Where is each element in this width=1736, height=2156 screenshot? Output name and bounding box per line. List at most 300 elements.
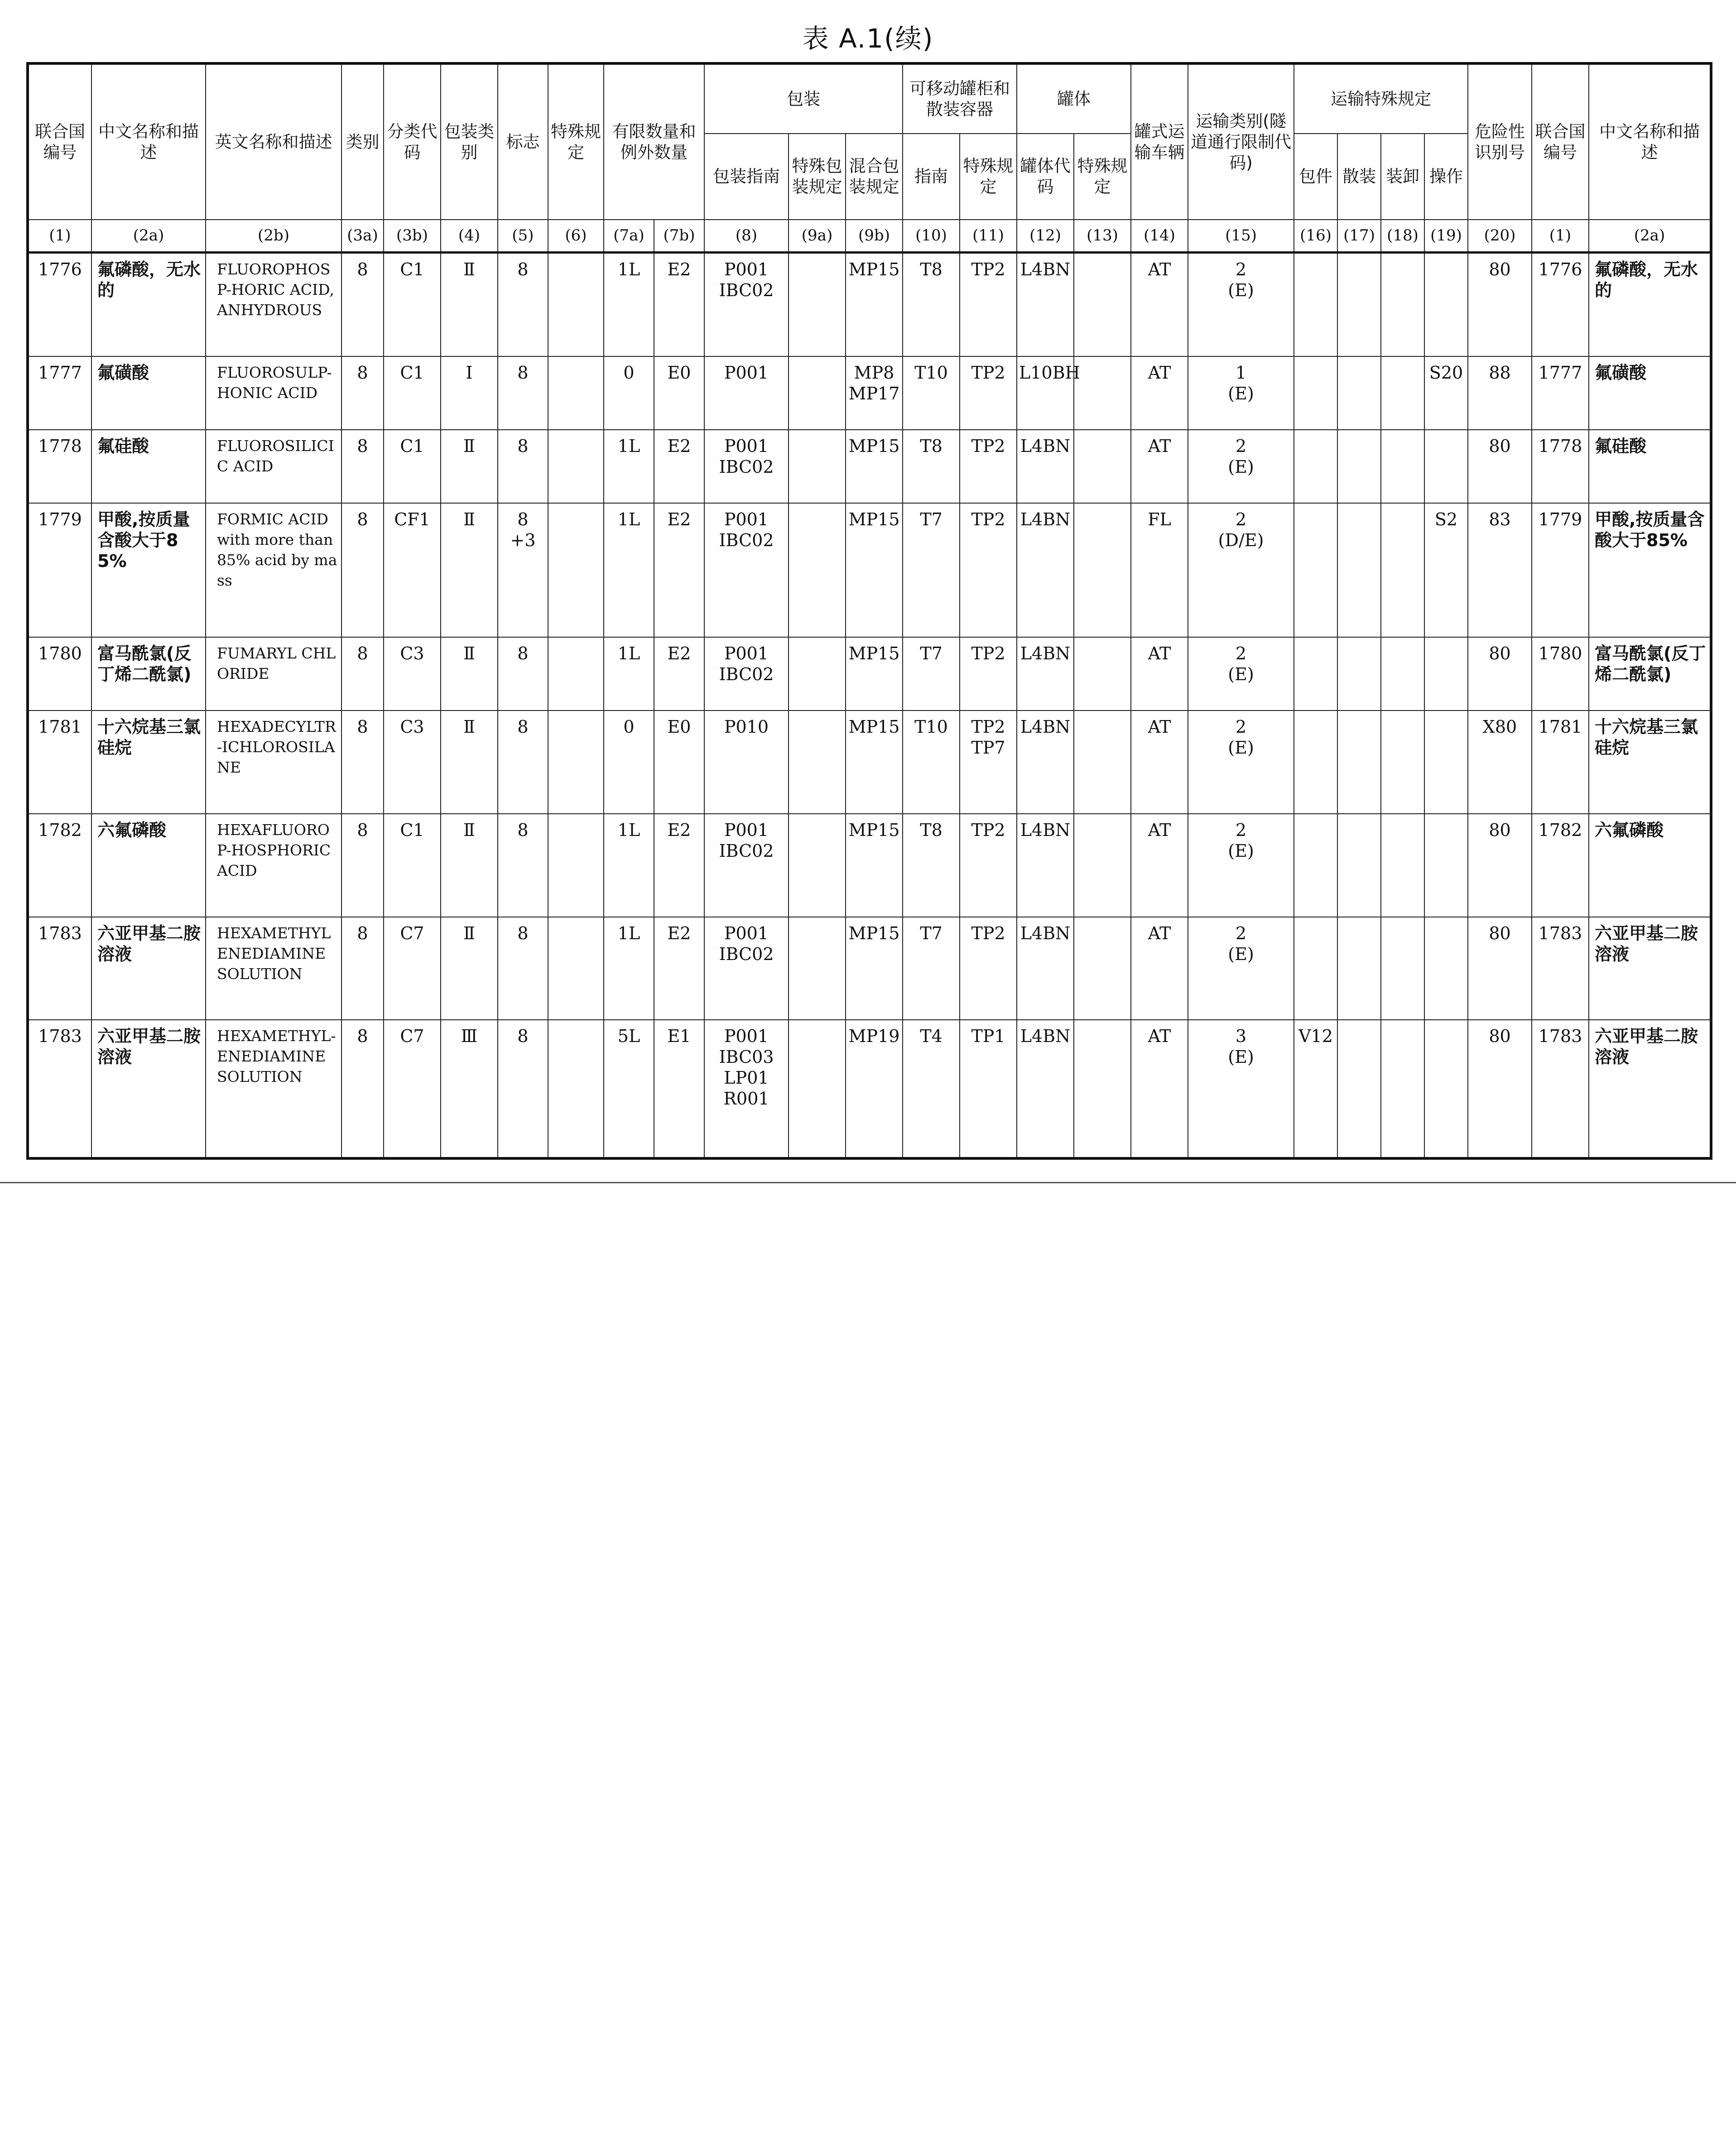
table-cell: MP15 <box>846 430 903 503</box>
table-cell <box>1337 814 1381 917</box>
table-cell <box>1424 430 1468 503</box>
table-cell <box>789 637 846 711</box>
column-number: (18) <box>1381 220 1424 252</box>
table-cell: V12 <box>1294 1020 1337 1158</box>
table-row <box>28 430 1711 503</box>
column-number: (2a) <box>91 220 206 252</box>
header-un-no: 联合国编号 <box>28 63 91 220</box>
table-cell <box>789 711 846 814</box>
table-cell <box>1294 711 1337 814</box>
table-cell <box>1381 503 1424 637</box>
header-st-packages: 包件 <box>1294 134 1337 220</box>
table-cell: MP8 MP17 <box>846 356 903 430</box>
table-cell <box>1424 711 1468 814</box>
table-cell: 2 (D/E) <box>1188 503 1294 637</box>
table-cell <box>1381 252 1424 356</box>
table-cell <box>1074 503 1131 637</box>
header-name-en: 英文名称和描述 <box>206 63 341 220</box>
table-cell: P001 IBC03 LP01 R001 <box>704 1020 789 1158</box>
table-cell <box>1074 917 1131 1020</box>
table-cell: S2 <box>1424 503 1468 637</box>
column-number: (15) <box>1188 220 1294 252</box>
table-cell: E1 <box>654 1020 704 1158</box>
table-cell: 8 <box>341 1020 384 1158</box>
table-cell: MP15 <box>846 711 903 814</box>
table-cell <box>1337 252 1381 356</box>
table-cell: MP15 <box>846 814 903 917</box>
column-number: (20) <box>1468 220 1532 252</box>
table-cell: E2 <box>654 430 704 503</box>
table-cell: P001 IBC02 <box>704 252 789 356</box>
table-cell <box>1074 430 1131 503</box>
table-cell: P001 IBC02 <box>704 814 789 917</box>
table-cell: 8 <box>498 252 548 356</box>
table-cell: TP2 <box>960 430 1017 503</box>
table-cell: MP19 <box>846 1020 903 1158</box>
table-cell: 六亚甲基二胺溶液 <box>91 917 206 1020</box>
table-cell: 六亚甲基二胺溶液 <box>1589 1020 1711 1158</box>
table-cell: 富马酰氯(反丁烯二酰氯) <box>1589 637 1711 711</box>
table-cell: 0 <box>604 711 654 814</box>
table-cell: L4BN <box>1017 252 1074 356</box>
table-cell: 8 <box>498 1020 548 1158</box>
table-cell: 8 <box>341 430 384 503</box>
table-cell: Ⅱ <box>441 814 498 917</box>
table-cell: 氟硅酸 <box>1589 430 1711 503</box>
table-cell <box>1381 917 1424 1020</box>
table-cell: 氟磷酸，无水的 <box>91 252 206 356</box>
table-cell: E2 <box>654 637 704 711</box>
header-st-bulk: 散装 <box>1337 134 1381 220</box>
column-number: (5) <box>498 220 548 252</box>
table-cell: 2 (E) <box>1188 814 1294 917</box>
table-cell: 六氟磷酸 <box>91 814 206 917</box>
table-cell: 8 <box>341 356 384 430</box>
header-tank-vehicle: 罐式运输车辆 <box>1131 63 1188 220</box>
table-cell: 88 <box>1468 356 1532 430</box>
table-cell: T8 <box>903 814 960 917</box>
table-cell: T10 <box>903 356 960 430</box>
table-cell: E2 <box>654 252 704 356</box>
table-cell: 8 <box>341 252 384 356</box>
table-cell: 氟磺酸 <box>1589 356 1711 430</box>
table-cell: L4BN <box>1017 917 1074 1020</box>
column-number: (9a) <box>789 220 846 252</box>
table-cell: 1L <box>604 503 654 637</box>
table-row <box>28 917 1711 1020</box>
table-cell: C1 <box>384 356 441 430</box>
table-cell <box>1337 430 1381 503</box>
column-number: (8) <box>704 220 789 252</box>
table-cell: L10BH <box>1017 356 1074 430</box>
header-packaging: 包装 <box>704 63 903 134</box>
table-cell: 1783 <box>28 917 91 1020</box>
table-cell: AT <box>1131 637 1188 711</box>
table-cell: Ⅱ <box>441 503 498 637</box>
table-cell: 1776 <box>1532 252 1589 356</box>
column-number: (4) <box>441 220 498 252</box>
table-cell: 80 <box>1468 1020 1532 1158</box>
table-cell: HEXAFLUOROP-HOSPHORIC ACID <box>206 814 341 917</box>
table-cell: 8 <box>341 711 384 814</box>
page-divider <box>0 1182 1736 1183</box>
table-cell <box>1381 1020 1424 1158</box>
table-cell <box>1074 814 1131 917</box>
table-cell: 2 (E) <box>1188 637 1294 711</box>
table-cell: 5L <box>604 1020 654 1158</box>
table-cell: 1783 <box>28 1020 91 1158</box>
table-cell <box>1294 814 1337 917</box>
table-cell: P001 <box>704 356 789 430</box>
table-cell: E0 <box>654 356 704 430</box>
table-cell <box>1337 917 1381 1020</box>
table-cell: L4BN <box>1017 503 1074 637</box>
table-cell: TP2 <box>960 814 1017 917</box>
table-cell: T7 <box>903 917 960 1020</box>
table-cell: TP2 TP7 <box>960 711 1017 814</box>
table-cell: AT <box>1131 1020 1188 1158</box>
table-row <box>28 637 1711 711</box>
table-cell <box>1294 430 1337 503</box>
header-tanks: 罐体 <box>1017 63 1131 134</box>
table-cell: TP2 <box>960 637 1017 711</box>
table-cell <box>1074 711 1131 814</box>
column-number: (19) <box>1424 220 1468 252</box>
table-cell: CF1 <box>384 503 441 637</box>
table-cell: 1L <box>604 814 654 917</box>
table-cell <box>548 814 604 917</box>
table-cell <box>789 917 846 1020</box>
header-special-provisions: 特殊规定 <box>548 63 604 220</box>
column-number: (3b) <box>384 220 441 252</box>
table-cell: E2 <box>654 814 704 917</box>
table-cell: 1777 <box>28 356 91 430</box>
header-class: 类别 <box>341 63 384 220</box>
table-cell: T4 <box>903 1020 960 1158</box>
table-cell: 1780 <box>1532 637 1589 711</box>
column-number: (7a) <box>604 220 654 252</box>
table-cell: 8 <box>498 917 548 1020</box>
table-cell: 十六烷基三氯硅烷 <box>91 711 206 814</box>
header-name-cn: 中文名称和描述 <box>91 63 206 220</box>
table-cell <box>1337 637 1381 711</box>
table-cell: Ⅱ <box>441 711 498 814</box>
header-st-loading: 装卸 <box>1381 134 1424 220</box>
table-cell <box>548 711 604 814</box>
table-cell: HEXAMETHYL-ENEDIAMINE SOLUTION <box>206 1020 341 1158</box>
table-cell <box>1074 1020 1131 1158</box>
dangerous-goods-table <box>26 62 1712 1160</box>
column-number: (3a) <box>341 220 384 252</box>
table-cell <box>548 1020 604 1158</box>
table-cell <box>1074 252 1131 356</box>
table-row <box>28 1020 1711 1158</box>
table-cell: 8 <box>498 711 548 814</box>
table-row <box>28 503 1711 637</box>
table-cell <box>1424 917 1468 1020</box>
table-cell: Ⅱ <box>441 430 498 503</box>
table-cell: HEXAMETHYL ENEDIAMINE SOLUTION <box>206 917 341 1020</box>
table-cell: AT <box>1131 814 1188 917</box>
table-cell <box>1337 503 1381 637</box>
table-cell <box>789 430 846 503</box>
table-cell: Ⅲ <box>441 1020 498 1158</box>
header-limited-quantities: 有限数量和例外数量 <box>604 63 704 220</box>
table-cell: 1777 <box>1532 356 1589 430</box>
table-cell: 83 <box>1468 503 1532 637</box>
table-cell: L4BN <box>1017 637 1074 711</box>
table-cell: 8 <box>498 814 548 917</box>
table-cell: AT <box>1131 917 1188 1020</box>
column-number: (12) <box>1017 220 1074 252</box>
header-un-no-2: 联合国编号 <box>1532 63 1589 220</box>
table-cell <box>1337 711 1381 814</box>
table-cell: 1781 <box>28 711 91 814</box>
table-cell: P001 IBC02 <box>704 503 789 637</box>
table-cell: 1778 <box>28 430 91 503</box>
table-cell <box>1294 503 1337 637</box>
table-cell: 1782 <box>28 814 91 917</box>
table-cell: C3 <box>384 711 441 814</box>
table-cell: L4BN <box>1017 430 1074 503</box>
header-mixed-packing: 混合包装规定 <box>846 134 903 220</box>
table-cell: 六亚甲基二胺溶液 <box>91 1020 206 1158</box>
table-cell: 8 <box>341 637 384 711</box>
table-cell: 1L <box>604 430 654 503</box>
table-cell: Ⅱ <box>441 917 498 1020</box>
table-cell: 8 <box>341 814 384 917</box>
table-cell: AT <box>1131 430 1188 503</box>
table-cell: TP2 <box>960 356 1017 430</box>
table-cell: 80 <box>1468 917 1532 1020</box>
table-cell: T7 <box>903 503 960 637</box>
table-cell <box>1381 356 1424 430</box>
table-cell <box>1074 637 1131 711</box>
dangerous-goods-table-container <box>26 62 1711 1160</box>
table-cell: 2 (E) <box>1188 430 1294 503</box>
table-cell <box>789 252 846 356</box>
table-cell: 8 <box>498 356 548 430</box>
table-cell <box>1294 356 1337 430</box>
table-cell: 80 <box>1468 430 1532 503</box>
table-cell: L4BN <box>1017 1020 1074 1158</box>
table-cell: 1783 <box>1532 1020 1589 1158</box>
table-cell: 1780 <box>28 637 91 711</box>
table-cell <box>1381 814 1424 917</box>
column-number: (17) <box>1337 220 1381 252</box>
table-cell <box>548 637 604 711</box>
table-cell: FL <box>1131 503 1188 637</box>
table-cell: 氟磷酸，无水的 <box>1589 252 1711 356</box>
header-tank-special: 特殊规定 <box>1074 134 1131 220</box>
column-number: (6) <box>548 220 604 252</box>
table-cell: T7 <box>903 637 960 711</box>
table-cell: 六氟磷酸 <box>1589 814 1711 917</box>
table-cell: 1779 <box>28 503 91 637</box>
table-cell: 8 +3 <box>498 503 548 637</box>
table-cell: 氟磺酸 <box>91 356 206 430</box>
table-row <box>28 356 1711 430</box>
table-cell: TP2 <box>960 252 1017 356</box>
table-cell: 8 <box>498 637 548 711</box>
column-number: (1) <box>1532 220 1589 252</box>
table-cell <box>1424 252 1468 356</box>
table-cell <box>1294 252 1337 356</box>
table-cell: TP1 <box>960 1020 1017 1158</box>
table-cell: C7 <box>384 917 441 1020</box>
table-cell <box>548 252 604 356</box>
table-cell: 1779 <box>1532 503 1589 637</box>
table-cell: C3 <box>384 637 441 711</box>
table-cell: 2 (E) <box>1188 252 1294 356</box>
header-pt-special: 特殊规定 <box>960 134 1017 220</box>
table-cell: 1782 <box>1532 814 1589 917</box>
column-number-row <box>28 220 1711 252</box>
column-number: (9b) <box>846 220 903 252</box>
table-cell: 2 (E) <box>1188 711 1294 814</box>
table-cell: 80 <box>1468 814 1532 917</box>
table-cell: 3 (E) <box>1188 1020 1294 1158</box>
table-cell <box>548 503 604 637</box>
table-cell: 1781 <box>1532 711 1589 814</box>
table-cell: MP15 <box>846 503 903 637</box>
header-pt-instructions: 指南 <box>903 134 960 220</box>
table-cell: Ⅰ <box>441 356 498 430</box>
table-cell: FLUOROSULP-HONIC ACID <box>206 356 341 430</box>
table-cell: L4BN <box>1017 814 1074 917</box>
column-number: (14) <box>1131 220 1188 252</box>
table-cell <box>1294 917 1337 1020</box>
table-cell: AT <box>1131 356 1188 430</box>
table-row <box>28 252 1711 356</box>
table-cell: FLUOROPHOSP-HORIC ACID, ANHYDROUS <box>206 252 341 356</box>
table-cell: T10 <box>903 711 960 814</box>
table-cell: 0 <box>604 356 654 430</box>
table-cell: E2 <box>654 917 704 1020</box>
table-cell: 氟硅酸 <box>91 430 206 503</box>
column-number: (1) <box>28 220 91 252</box>
table-cell: 8 <box>341 503 384 637</box>
column-number: (16) <box>1294 220 1337 252</box>
column-number: (7b) <box>654 220 704 252</box>
table-cell: Ⅱ <box>441 252 498 356</box>
table-cell: T8 <box>903 252 960 356</box>
table-cell: 8 <box>498 430 548 503</box>
header-special-packing: 特殊包装规定 <box>789 134 846 220</box>
header-tank-code: 罐体代码 <box>1017 134 1074 220</box>
table-cell <box>789 503 846 637</box>
table-cell: P001 IBC02 <box>704 637 789 711</box>
table-cell: MP15 <box>846 917 903 1020</box>
table-cell: AT <box>1131 252 1188 356</box>
table-cell <box>1381 430 1424 503</box>
table-cell: C1 <box>384 814 441 917</box>
header-portable-tanks: 可移动罐柜和散装容器 <box>903 63 1017 134</box>
table-cell <box>789 814 846 917</box>
table-cell: C1 <box>384 252 441 356</box>
table-cell: P001 IBC02 <box>704 430 789 503</box>
header-hazard-id: 危险性识别号 <box>1468 63 1532 220</box>
table-cell: 80 <box>1468 252 1532 356</box>
table-cell: C1 <box>384 430 441 503</box>
table-cell <box>1337 356 1381 430</box>
table-cell: C7 <box>384 1020 441 1158</box>
table-cell: T8 <box>903 430 960 503</box>
table-cell: 1776 <box>28 252 91 356</box>
table-cell: 甲酸,按质量含酸大于85% <box>91 503 206 637</box>
table-cell <box>789 356 846 430</box>
table-row <box>28 711 1711 814</box>
table-cell <box>548 430 604 503</box>
header-packing-instructions: 包装指南 <box>704 134 789 220</box>
table-cell: X80 <box>1468 711 1532 814</box>
table-cell: E0 <box>654 711 704 814</box>
table-cell: 十六烷基三氯硅烷 <box>1589 711 1711 814</box>
header-class-code: 分类代码 <box>384 63 441 220</box>
header-special-transport: 运输特殊规定 <box>1294 63 1468 134</box>
table-cell: AT <box>1131 711 1188 814</box>
header-st-operation: 操作 <box>1424 134 1468 220</box>
header-transport-category: 运输类别(隧道通行限制代码) <box>1188 63 1294 220</box>
table-cell: 甲酸,按质量含酸大于85% <box>1589 503 1711 637</box>
table-cell: MP15 <box>846 637 903 711</box>
table-cell: MP15 <box>846 252 903 356</box>
table-cell: 六亚甲基二胺溶液 <box>1589 917 1711 1020</box>
table-cell: L4BN <box>1017 711 1074 814</box>
table-cell <box>1424 1020 1468 1158</box>
table-cell: 1778 <box>1532 430 1589 503</box>
table-cell: P001 IBC02 <box>704 917 789 1020</box>
table-cell: 1L <box>604 637 654 711</box>
header-label: 标志 <box>498 63 548 220</box>
header-packing-group: 包装类别 <box>441 63 498 220</box>
table-cell: FUMARYL CHLORIDE <box>206 637 341 711</box>
table-cell <box>1381 711 1424 814</box>
table-row <box>28 814 1711 917</box>
table-cell <box>789 1020 846 1158</box>
table-cell: FORMIC ACID with more than 85% acid by mass <box>206 503 341 637</box>
table-cell <box>1074 356 1131 430</box>
table-cell <box>548 917 604 1020</box>
table-cell: E2 <box>654 503 704 637</box>
table-cell: 富马酰氯(反丁烯二酰氯) <box>91 637 206 711</box>
column-number: (11) <box>960 220 1017 252</box>
column-number: (13) <box>1074 220 1131 252</box>
column-number: (2a) <box>1589 220 1711 252</box>
table-cell: 1L <box>604 252 654 356</box>
table-cell: 1 (E) <box>1188 356 1294 430</box>
table-cell: S20 <box>1424 356 1468 430</box>
table-cell: TP2 <box>960 503 1017 637</box>
table-cell: 8 <box>341 917 384 1020</box>
table-cell: TP2 <box>960 917 1017 1020</box>
table-body <box>28 252 1711 1158</box>
table-cell <box>1337 1020 1381 1158</box>
table-cell <box>548 356 604 430</box>
table-cell <box>1381 637 1424 711</box>
header-row-1 <box>28 63 1711 134</box>
table-cell <box>1424 637 1468 711</box>
table-cell: Ⅱ <box>441 637 498 711</box>
column-number: (10) <box>903 220 960 252</box>
table-cell: 80 <box>1468 637 1532 711</box>
table-cell: HEXADECYLTR-ICHLOROSILANE <box>206 711 341 814</box>
table-cell: 2 (E) <box>1188 917 1294 1020</box>
column-number: (2b) <box>206 220 341 252</box>
header-name-cn-2: 中文名称和描述 <box>1589 63 1711 220</box>
table-cell: FLUOROSILICIC ACID <box>206 430 341 503</box>
table-cell <box>1294 637 1337 711</box>
